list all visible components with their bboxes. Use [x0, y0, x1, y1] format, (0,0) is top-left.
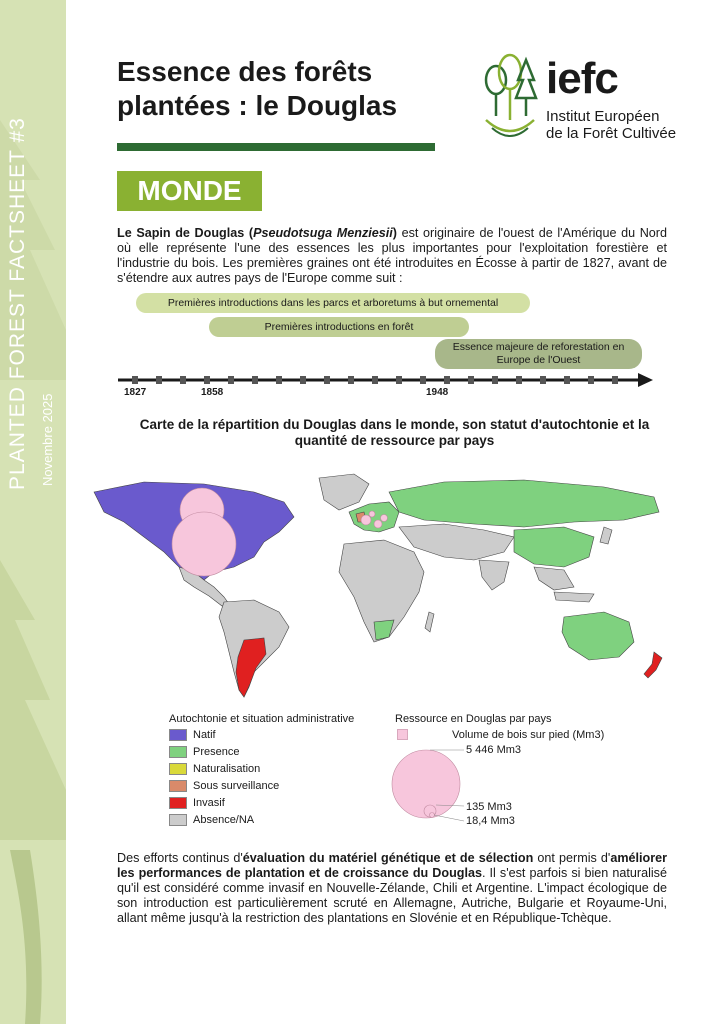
- bubble-europe-3: [381, 515, 388, 522]
- conclusion-paragraph: [117, 851, 667, 926]
- legend-label: Invasif: [193, 797, 225, 809]
- south-africa: [374, 620, 394, 640]
- year-1858: 1858: [201, 387, 224, 398]
- legend-status-title: Autochtonie et situation administrative: [169, 713, 355, 725]
- bubble-europe-4: [369, 511, 375, 517]
- year-1827: 1827: [124, 387, 147, 398]
- legend-label: Sous surveillance: [193, 780, 280, 792]
- intro-lead: Le Sapin de Douglas (: [117, 226, 254, 240]
- title-line-1: Essence des forêts: [117, 56, 373, 87]
- timeline-ticks: [132, 376, 618, 384]
- logo-name: iefc: [546, 54, 618, 103]
- legend-swatch: [169, 763, 187, 775]
- india: [479, 560, 509, 590]
- bubble-europe-1: [361, 515, 371, 525]
- iefc-logo: [478, 50, 698, 145]
- publication-date: Novembre 2025: [40, 393, 55, 486]
- title-line-2: plantées : le Douglas: [117, 90, 398, 121]
- year-1948: 1948: [426, 387, 449, 398]
- phase-ornamental: Premières introductions dans les parcs et arboretums à but ornemental: [136, 293, 530, 313]
- phase3-line-2: Europe de l'Ouest: [496, 354, 581, 366]
- tree-logo-icon: [478, 50, 544, 145]
- conclusion-bold-1: évaluation du matériel génétique et de sélection: [242, 851, 534, 865]
- bubble-europe-2: [374, 520, 382, 528]
- bubble-usa: [172, 512, 236, 576]
- world-map: [84, 472, 684, 704]
- legend-label: Absence/NA: [193, 814, 255, 826]
- map-title: Carte de la répartition du Douglas dans le monde, son statut d'autochtonie et la quantité de ressource par pays: [139, 417, 650, 448]
- bubble-size-legend: [390, 742, 470, 832]
- indonesia: [554, 592, 594, 602]
- russia: [389, 480, 659, 527]
- legend-resource-measure: Volume de bois sur pied (Mm3): [452, 729, 605, 741]
- conclusion-part-3: . Il s'est parfois si bien naturalisé qu'il est considéré comme invasif en Nouvelle-Zélande, Chili et Argentine. L'impact écologique de son introduction est particulièrement scruté en Allemagne, Autriche, Bulgarie et Royaume-Uni, allant même jusqu'à la restriction des plantations en Slovénie et en République-Tchèque.: [117, 866, 667, 925]
- timeline-arrow-icon: [638, 373, 653, 387]
- species-name: Pseudotsuga Menziesii: [253, 226, 393, 240]
- legend-swatch: [169, 746, 187, 758]
- timeline-axis: [118, 372, 653, 402]
- phase3-line-1: Essence majeure de reforestation en: [452, 341, 625, 353]
- page-title: [117, 55, 457, 123]
- bubble-label-large: 5 446 Mm3: [466, 744, 522, 756]
- conclusion-part-2: ont permis d': [533, 851, 611, 865]
- legend-resource-title: Ressource en Douglas par pays: [395, 713, 552, 725]
- legend-label: Presence: [193, 746, 240, 758]
- legend-label: Naturalisation: [193, 763, 261, 775]
- greenland: [319, 474, 369, 510]
- side-band: [0, 0, 66, 1024]
- central-asia: [399, 524, 514, 560]
- phase-forest-introduction: Premières introductions en forêt: [209, 317, 469, 337]
- legend-swatch: [169, 729, 187, 741]
- bubble-label-small: 18,4 Mm3: [466, 815, 515, 827]
- intro-text: est originaire de l'ouest de l'Amérique du Nord où elle représente l'une des essences les plus importantes pour l'exploitation forestière et l'industrie du bois. Les premières graines ont été introduites en Écosse à partir de 1827, avant de s'étendre aux autres pays de l'Europe comme suit :: [117, 226, 668, 285]
- logo-subtitle-2: de la Forêt Cultivée: [546, 125, 677, 142]
- series-title: PLANTED FOREST FACTSHEET #3: [6, 117, 29, 490]
- new-zealand: [644, 652, 662, 678]
- bubble-label-medium: 135 Mm3: [466, 801, 512, 813]
- intro-paragraph: [117, 226, 667, 286]
- conclusion-bold-2: améliorer les performances de plantation et de croissance du Douglas: [117, 851, 668, 880]
- southeast-asia: [534, 567, 574, 590]
- intro-lead-close: ): [392, 226, 397, 240]
- legend-swatch: [169, 797, 187, 809]
- legend-label: Natif: [193, 729, 216, 741]
- china: [514, 527, 594, 567]
- conclusion-part-1: Des efforts continus d': [117, 851, 243, 865]
- madagascar: [425, 612, 434, 632]
- section-badge: MONDE: [117, 171, 262, 211]
- legend-swatch: [169, 780, 187, 792]
- legend-swatch: [169, 814, 187, 826]
- phase-reforestation: [435, 339, 642, 369]
- bubble-legend-small: [430, 813, 435, 818]
- logo-subtitle-1: Institut Européen: [546, 108, 660, 125]
- resource-swatch: [397, 729, 408, 740]
- australia: [562, 612, 634, 660]
- japan: [600, 527, 612, 544]
- title-underline: [117, 143, 435, 151]
